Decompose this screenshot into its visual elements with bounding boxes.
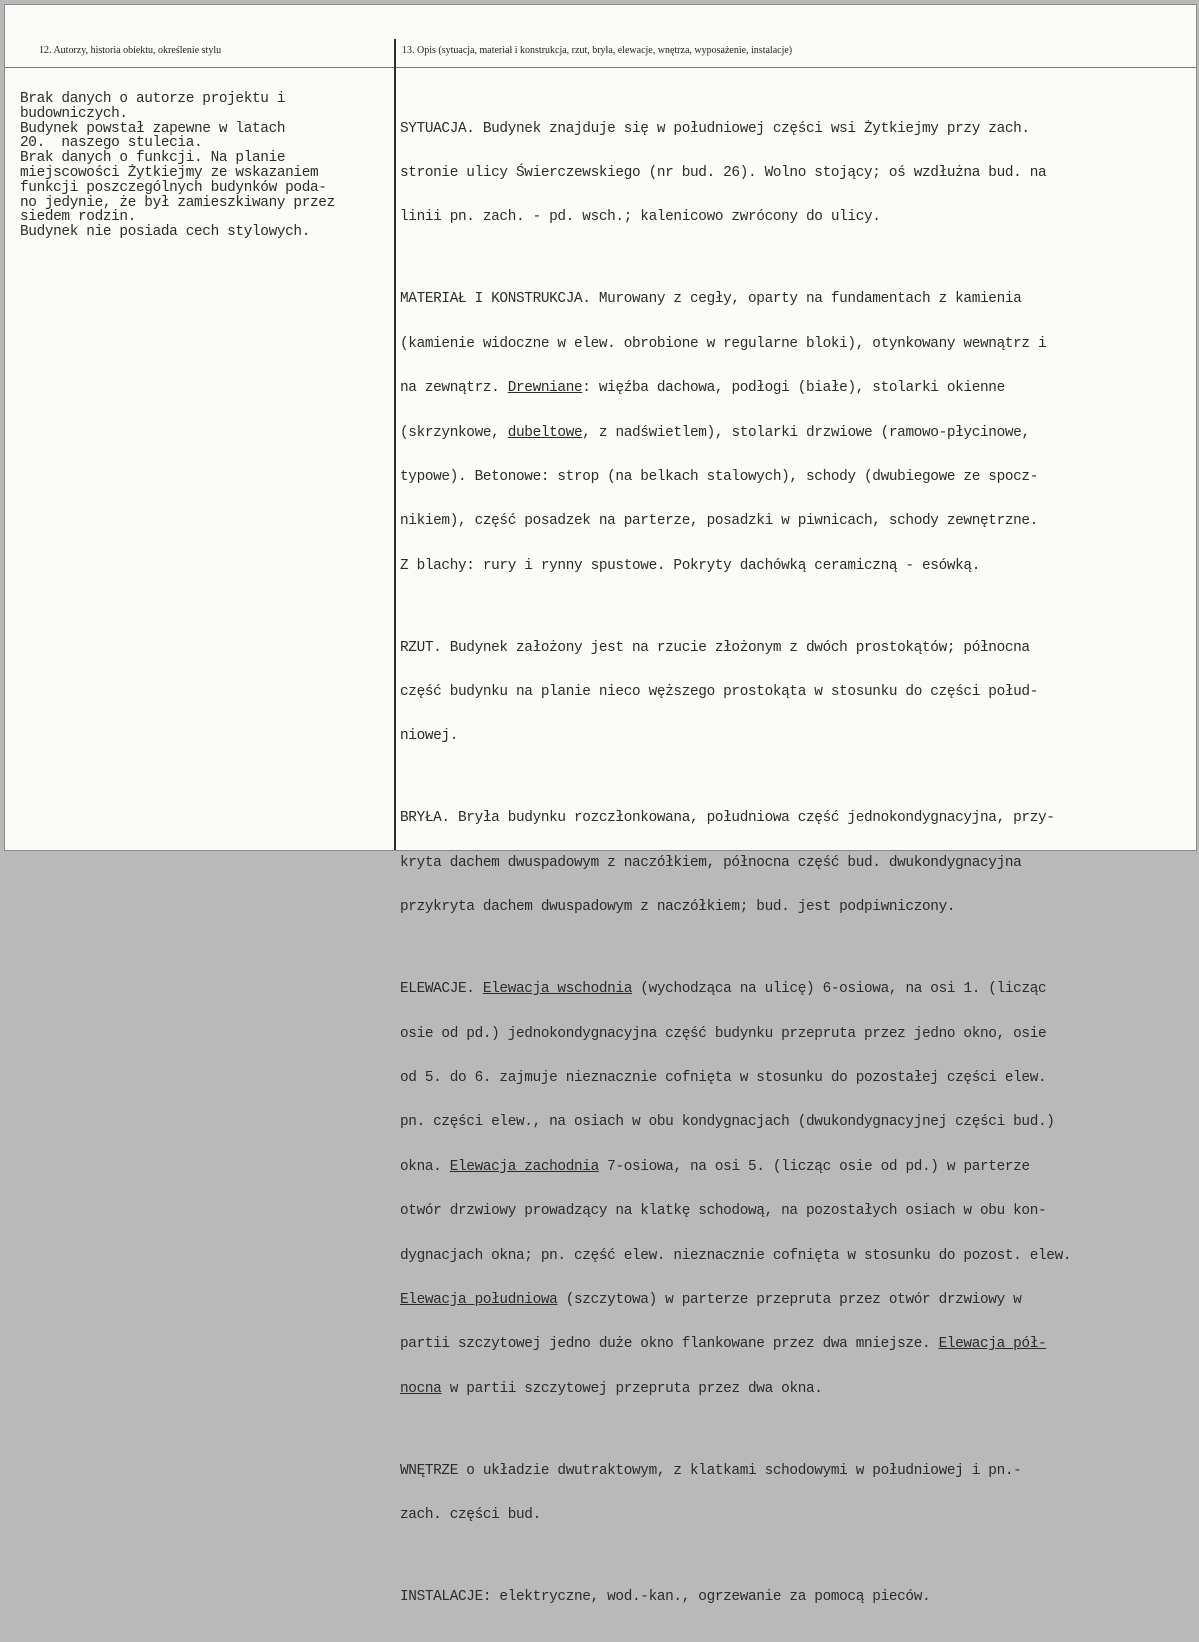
text-line: dygnacjach okna; pn. część elew. nieznacznie cofnięta w stosunku do pozost. elew. <box>400 1247 1072 1264</box>
column-13-header: 13. Opis (sytuacja, materiał i konstrukcja, rzut, bryła, elewacje, wnętrza, wyposażenie, instalacje) <box>402 45 793 56</box>
column-divider <box>394 39 396 850</box>
authors-history-section <box>20 92 392 240</box>
elewacje-paragraph <box>400 953 1190 1427</box>
left-line: budowniczych. <box>20 105 128 122</box>
text-line: pn. części elew., na osiach w obu kondygnacjach (dwukondygnacyjnej części bud.) <box>400 1114 1055 1131</box>
text-line: INSTALACJE: elektryczne, wod.-kan., ogrzewanie za pomocą pieców. <box>400 1589 931 1606</box>
text-line: kryta dachem dwuspadowym z naczółkiem, północna część bud. dwukondygnacyjna <box>400 854 1022 871</box>
underlined-term: dubeltowe <box>507 424 583 441</box>
text-run: : więźba dachowa, podłogi (białe), stolarki okienne <box>582 380 1005 397</box>
text-line: WNĘTRZE o układzie dwutraktowym, z klatkami schodowymi w południowej i pn.- <box>400 1462 1022 1479</box>
sytuacja-paragraph <box>400 92 1190 255</box>
left-line: miejscowości Żytkiejmy ze wskazaniem <box>20 164 319 181</box>
left-line: Brak danych o funkcji. Na planie <box>20 150 286 167</box>
text-line <box>400 1337 1190 1352</box>
text-line: zach. części bud. <box>400 1507 541 1524</box>
left-line: Budynek powstał zapewne w latach <box>20 120 286 137</box>
text-line: typowe). Betonowe: strop (na belkach stalowych), schody (dwubiegowe ze spocz- <box>400 468 1039 485</box>
bryla-paragraph <box>400 782 1190 945</box>
text-run: 7-osiowa, na osi 5. (licząc osie od pd.) w parterze <box>598 1158 1030 1175</box>
wnetrze-paragraph <box>400 1434 1190 1552</box>
description-section <box>400 92 1190 1642</box>
text-line: nikiem), część posadzek na parterze, posadzki w piwnicach, schody zewnętrzne. <box>400 513 1039 530</box>
text-line: niowej. <box>400 728 459 745</box>
underlined-term: Elewacja pół- <box>938 1336 1047 1353</box>
underlined-term: Elewacja wschodnia <box>482 981 633 998</box>
text-line <box>400 1293 1190 1308</box>
text-line: część budynku na planie nieco węższego prostokąta w stosunku do części połud- <box>400 684 1039 701</box>
text-run: (wychodząca na ulicę) 6-osiowa, na osi 1. (licząc <box>632 981 1047 998</box>
text-line: MATERIAŁ I KONSTRUKCJA. Murowany z cegły, oparty na fundamentach z kamienia <box>400 291 1022 308</box>
text-line: przykryta dachem dwuspadowym z naczółkiem; bud. jest podpiwniczony. <box>400 899 956 916</box>
text-line: BRYŁA. Bryła budynku rozczłonkowana, południowa część jednokondygnacyjna, przy- <box>400 810 1055 827</box>
text-line: RZUT. Budynek założony jest na rzucie złożonym z dwóch prostokątów; północna <box>400 639 1030 656</box>
column-12-header: 12. Autorzy, historia obiektu, określenie stylu <box>39 45 222 56</box>
header-divider <box>5 67 1196 68</box>
left-line: no jedynie, że był zamieszkiwany przez <box>20 194 335 211</box>
text-line: od 5. do 6. zajmuje nieznacznie cofnięta w stosunku do pozostałej części elew. <box>400 1070 1047 1086</box>
text-run: , z nadświetlem), stolarki drzwiowe (ramowo-płycinowe, <box>582 424 1030 441</box>
text-line: osie od pd.) jednokondygnacyjna część budynku przepruta przez jedno okno, osie <box>400 1025 1047 1042</box>
left-line: 20. naszego stulecia. <box>20 135 203 152</box>
material-paragraph <box>400 263 1190 603</box>
text-line: stronie ulicy Świerczewskiego (nr bud. 26). Wolno stojący; oś wzdłużna bud. na <box>400 164 1047 181</box>
rzut-paragraph <box>400 611 1190 774</box>
underlined-term: Drewniane <box>507 380 583 397</box>
underlined-term: Elewacja południowa <box>400 1291 558 1308</box>
text-run: partii szczytowej jedno duże okno flankowane przez dwa mniejsze. <box>400 1336 939 1353</box>
form-sheet <box>4 4 1197 1606</box>
text-run: w partii szczytowej przepruta przez dwa okna. <box>441 1380 823 1397</box>
text-run: (szczytowa) w parterze przepruta przez otwór drzwiowy w <box>557 1291 1022 1308</box>
text-line <box>400 982 1190 997</box>
text-line: (kamienie widoczne w elew. obrobione w regularne bloki), otynkowany wewnątrz i <box>400 335 1047 352</box>
text-run: (skrzynkowe, <box>400 424 508 441</box>
text-line <box>400 1160 1190 1175</box>
left-line: siedem rodzin. <box>20 209 137 226</box>
text-line: linii pn. zach. - pd. wsch.; kalenicowo zwrócony do ulicy. <box>400 209 881 226</box>
underlined-term: nocna <box>400 1380 442 1397</box>
text-run: na zewnątrz. <box>400 380 508 397</box>
left-line: Budynek nie posiada cech stylowych. <box>20 224 311 241</box>
text-run: ELEWACJE. <box>400 981 483 998</box>
left-line: funkcji poszczególnych budynków poda- <box>20 179 327 196</box>
text-run: okna. <box>400 1158 450 1175</box>
text-line <box>400 381 1190 396</box>
left-line: Brak danych o autorze projektu i <box>20 91 286 107</box>
underlined-term: Elewacja zachodnia <box>449 1158 599 1175</box>
text-line: otwór drzwiowy prowadzący na klatkę schodową, na pozostałych osiach w obu kon- <box>400 1203 1047 1220</box>
text-line: SYTUACJA. Budynek znajduje się w południowej części wsi Żytkiejmy przy zach. <box>400 120 1030 137</box>
text-line: Z blachy: rury i rynny spustowe. Pokryty dachówką ceramiczną - esówką. <box>400 557 981 574</box>
text-line <box>400 426 1190 441</box>
text-line <box>400 1382 1190 1397</box>
instalacje-paragraph <box>400 1561 1190 1635</box>
